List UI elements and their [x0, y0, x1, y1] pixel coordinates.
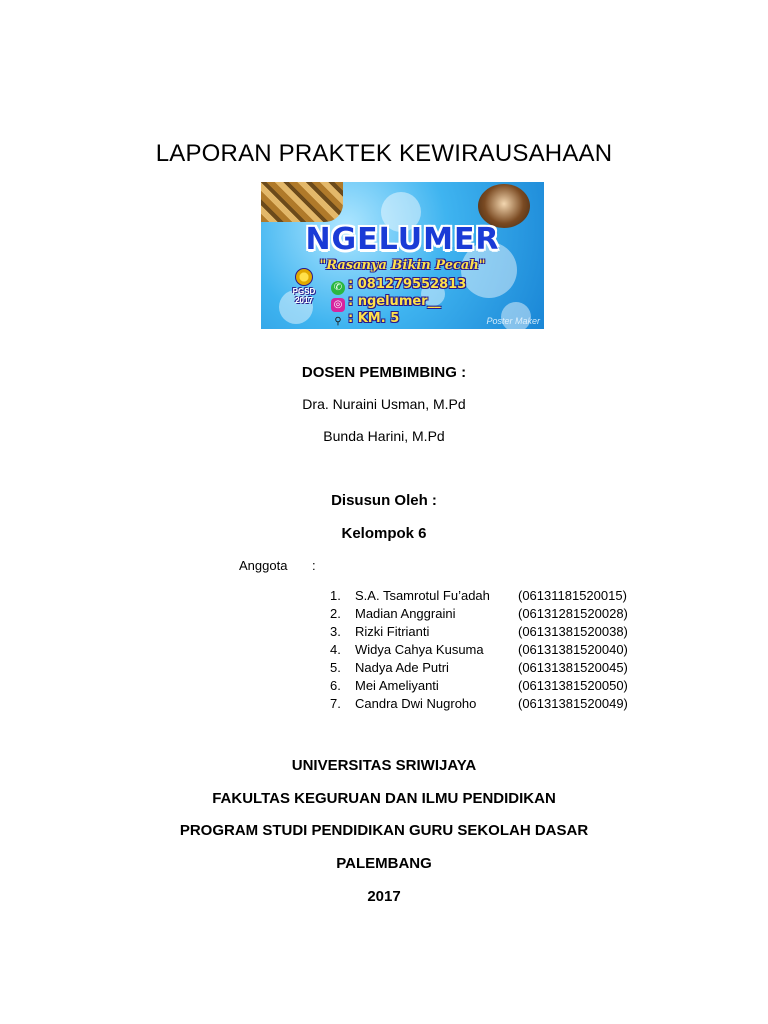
food-photo-icon [261, 182, 343, 222]
member-name: Rizki Fitrianti [355, 624, 430, 639]
member-nim: (06131281520028) [518, 606, 628, 621]
member-name: S.A. Tsamrotul Fu’adah [355, 588, 490, 603]
ngelumer-banner-image [261, 182, 544, 329]
whatsapp-icon: ✆ [331, 281, 345, 295]
instagram-text: : ngelumer__ [348, 294, 441, 309]
member-nim: (06131381520045) [518, 660, 628, 675]
university-name: UNIVERSITAS SRIWIJAYA [291, 757, 477, 774]
member-number: 7. [330, 696, 341, 711]
phone-text: : 081279552813 [348, 277, 467, 292]
seal-text: PGSD [292, 287, 316, 296]
list-item [330, 659, 650, 677]
member-number: 3. [330, 624, 341, 639]
member-nim: (06131381520040) [518, 642, 628, 657]
dosen-name-2: Bunda Harini, M.Pd [323, 428, 445, 444]
member-nim: (06131381520049) [518, 696, 628, 711]
member-name: Widya Cahya Kusuma [355, 642, 484, 657]
location-text: : KM. 5 [348, 311, 400, 326]
member-name: Mei Ameliyanti [355, 678, 439, 693]
seal-year: 2017 [295, 296, 313, 305]
member-name: Candra Dwi Nugroho [355, 696, 477, 711]
list-item [330, 695, 650, 713]
seal-icon [295, 268, 313, 286]
list-item [330, 677, 650, 695]
report-year: 2017 [367, 888, 401, 905]
member-nim: (06131381520038) [518, 624, 628, 639]
member-number: 5. [330, 660, 341, 675]
member-nim: (06131181520015) [518, 588, 627, 603]
member-number: 4. [330, 642, 341, 657]
list-item [330, 623, 650, 641]
poster-maker-watermark: Poster Maker [486, 316, 540, 326]
group-name: Kelompok 6 [341, 525, 427, 542]
disusun-heading: Disusun Oleh : [331, 492, 437, 509]
banner-instagram [331, 294, 441, 312]
pgsd-seal [289, 268, 319, 312]
list-item [330, 587, 650, 605]
city-name: PALEMBANG [336, 855, 432, 872]
list-item [330, 641, 650, 659]
member-number: 6. [330, 678, 341, 693]
banner-slogan: "Rasanya Bikin Pecah" [319, 258, 486, 273]
list-item [330, 605, 650, 623]
member-number: 1. [330, 588, 341, 603]
instagram-icon: ◎ [331, 298, 345, 312]
dosen-heading: DOSEN PEMBIMBING : [301, 364, 467, 381]
banner-brand: NGELUMER [305, 222, 500, 257]
banner-location [331, 311, 399, 329]
faculty-name: FAKULTAS KEGURUAN DAN ILMU PENDIDIKAN [212, 790, 556, 807]
member-nim: (06131381520050) [518, 678, 628, 693]
anggota-label: Anggota [239, 558, 288, 573]
bike-icon: ⚲ [334, 316, 342, 327]
anggota-colon: : [312, 558, 316, 573]
report-title: LAPORAN PRAKTEK KEWIRAUSAHAAN [155, 140, 613, 167]
program-name: PROGRAM STUDI PENDIDIKAN GURU SEKOLAH DASAR [179, 822, 589, 839]
member-number: 2. [330, 606, 341, 621]
member-name: Nadya Ade Putri [355, 660, 449, 675]
member-name: Madian Anggraini [355, 606, 456, 621]
member-list [330, 587, 650, 713]
banner-phone [331, 277, 466, 295]
dosen-name-1: Dra. Nuraini Usman, M.Pd [302, 396, 466, 412]
